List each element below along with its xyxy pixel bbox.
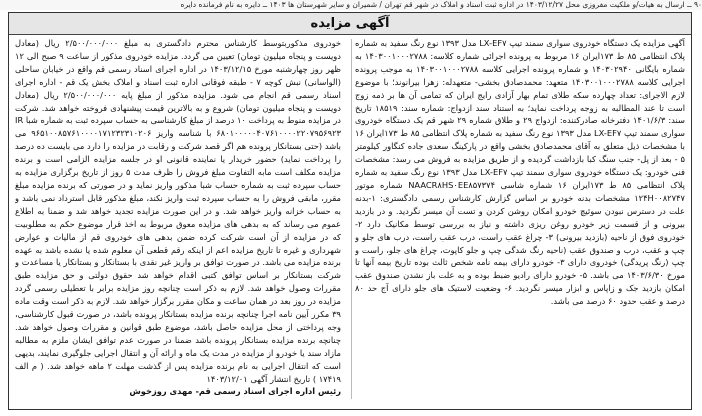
notice-title: آگهی مزایده: [9, 13, 691, 35]
notice-column-left: [15, 37, 341, 403]
auction-notice-box: [8, 12, 692, 410]
column-divider: [351, 39, 352, 399]
vehicle-description-text: آگهی مزایده یک دستگاه خودروی سواری سمند تیپ LX-EF۷ مدل ۱۳۹۳ نوع رنگ سفید به شماره پلاک انتظامی ۸۵ ط ۱۷۳ایران ۱۶ مربوط به پرونده اجرائی شماره کلاسه: ۱۴۰۳۰۰۱۰۰۰۲۷۸۸ به شماره بایگانی ۱۴۰۳۰۲۹۴۰ و شماره پرونده اجرایی کلاسه ۱۴۰۳۰۰۱۰۰۰۲۷۸۸ به موجب پرونده اجرایی کلاسه ۱۴۰۳۰۰۱۰۰۰۲۷۸۸ متعهد: محمدصادق بخشی- متعهدله: زهرا بیرانوند؛ با موضوع لازم الاجرای: تعداد چهارده سکه طلای تمام بهار آزادی رایج ایران که تمامی آن ها بر ذمه زوج است تا عند المطالبه به زوجه پرداخت نماید؛ به استناد سند ازدواج: شماره سند: ۱۸۵۱۹ تاریخ سند: ۱۴۰۱/۶/۳ دفترخانه صادرکننده: ازدواج ۲۹ و طلاق شماره ۲۹ شهر قم یک دستگاه خودروی سواری سمند تیپ LX-EF۷ مدل ۱۳۹۳ نوع رنگ سفید به شماره پلاک انتظامی ۸۵ ط ۱۷۳ایران ۱۶ با مشخصات ذیل متعلق به آقای محمدصادق بخشی واقع در پارکینگ سعدی جاده کنگاور کیلومتر ۵ - بعد از پل- جنب سنگ کبا بازداشت گردیده و از طریق مزایده به فروش می رسد: مشخصات فنی خودرو: یک دستگاه خودروی سواری سمند تیپ LX-EF۷ مدل ۱۳۹۳ نوع رنگ سفید به شماره پلاک انتظامی ۸۵ ط ۱۷۳ایران ۱۶ شماره شاسی NAACR۸HS۰EE۸۵۷۳۷۴ شماره موتور ۱۲۴H۰۰۸۲۷۴۷ مشخصات بدنه خودرو بر اساس گزارش کارشناس رسمی دادگستری: ۱-بدنه علت در دسترس نبودن سوئیچ خودرو امکان روشن کردن و تست آن میسر نگردید. و در بازدید بیرونی و از قسمت زیر خودرو روغن ریزی داشته و نیاز به بررسی توسط مکانیک دارد ۲- خودروی فوق از ناحیه (بازدید بیرونی) ۳- چراغ عقب راست، درب عقب راست، درب های جلو و چپ و عقب، درب و صندوق عقب (ناحیه رنگ شدگی چپ و جلو کاپوت، چراغ های جلو، راست و چپ (رنگ پریدگی) خودروی دارای ۳- خودرو دارای بیمه نامه شخص ثالث بوده تاریخ بیمه آنها تا مورخ ۱۴۰۳/۶/۳۰ می باشد. ۵- خودرو دارای رادیو ضبط بوده و به علت باز نشدن صندوق عقب امکان بازدید جک و زاپاس و ابزار میسر نگردید. ۶- وضعیت لاستیک های جلو دارای آج حد ۸۰ درصد و عقب حدود ۶۰ درصد می باشد.: [355, 38, 685, 307]
signature-line: رئیس اداره اجرای اسناد رسمی قم- مهدی روزخوش: [129, 386, 341, 397]
notice-column-right: [355, 37, 685, 403]
previous-notice-strip: ۹۰ ــ ارسال به هیات/و ملکیت مفروزی محل ۱۴۰۳/۱۲/۲۷ در اداره ثبت اسناد و املاک در شهر قم تهران / شمیران و سایر شهرستان ها ۱۴۰۳ ــ دایره به نام فرمانده دایره: [0, 0, 702, 10]
auction-terms-text: خودروی مذکوربتوسط کارشناس محترم دادگستری به مبلغ ۲/۵۰۰/۰۰۰/۰۰۰ ریال (معادل دویست و پنجاه میلیون تومان) تعیین می گردد. مزایده خودروی مذکور از ساعت ۹ صبح الی ۱۲ ظهر روز چهارشنبه مورخ ۱۴۰۳/۱۲/۱۵ در اداره اجرای اسناد رسمی قم واقع در خیابان ساحلی (الواسانی) نبش کوچه ۷ - طبقه فوقانی اداره ثبت اسناد و املاک بخش یک قم - اداره اجرای اسناد رسمی قم انجام می شود. مزایده مذکور از مبلغ پایه ۲/۵۰۰/۰۰۰/۰۰۰ ریال (معادل دویست و پنجاه میلیون تومان) شروع و به بالاترین قیمت پیشنهادی فروخته خواهد شد. شرکت در مزایده منوط به پرداخت ۱۰ درصد از مبلغ کارشناسی به حساب سپرده ثبت به شماره شبا IR ۶۸۰۱۰۰۰۰۰۴۰۷۶۱۰۰۰۰۲۲۰۷۹۵۶۹۲۳ با شناسه واریز ۹۶۵۱۰۰۸۵۷۶۱۰۰۰۰۱۷۱۲۳۲۳۱۰۲۰۶ می باشد (حتی بستانکار پرونده هم اگر قصد شرکت و رقابت در مزایده را دارد می بایست ده درصد را پرداخت نماید) حضور خریدار یا نماینده قانونی او در جلسه مزایده الزامی است و برنده مزایده مکلف است مابه التفاوت مبلغ فروش را ظرف مدت ۵ روز از تاریخ برگزاری مزایده به حساب سپرده ثبت به شماره حساب شبا مذکور واریز نماید و در صورتی که برنده مزایده مبلغ مقرر، مابقی فروش را به حساب سپرده ثبت واریز نکند، مبلغ مذکور قابل استرداد نمی باشد و به حساب خزانه واریز خواهد شد. و در این صورت مزایده تجدید خواهد شد و ضمنا به اطلاع عموم می رساند که به بدهی های مزایده معوق مربوط به اخذ قرار موضوع حکم به مطلوبیت که در مزایده از آن است شرکت کرده ضمن بدهی های خودروی قم از مالیات و عوارض شهرداری و غیره تا تاریخ مزایده اعم از اینکه رقم قطعی آن معلوم شده یا نشده باشد به عهده برنده مزایده می باشد. در صورت توافق بر واریز غیر نقدی با بستانکار و بستانکار یا مساعدت و شرکت بستانکار بر اساس توافق کتبی اقدام خواهد شد حقوق دولتی و حق مزایده طبق مقررات وصول خواهد شد. لازم به ذکر است چنانچه روز مزایده برابر با تعطیلی رسمی گردد مزایده در روز بعد در همان ساعت و مکان مقرر برگزار خواهد شد. لازم به ذکر است وقت ماده ۳۹ مکرر آیین نامه اجرا چنانچه برنده مزایده بستانکار پرونده باشد، در صورت قبول کارشناسی، وجه پرداختی از محل مزایده حاصل باشد، موضوع طبق قوانین و مقررات وصول خواهد شد. چنانچه برنده مزایده بستانکار پرونده باشد ضمنا در صورت عدم توافق ایشان ملزم به مطالبه مازاد سند یا خودرو از مزایده در مدت یک ماه و ارائه آن و انتقال اجرایی جلوگیری نمایند، بدیهی است که انتقال اجرایی به نام برنده مزایده پس از گذشت مهلت ۲ ماهه خواهد شد. ( م الف ۱۷۴۱۹ ) تاریخ انتشار آگهی ۱۴۰۳/۱۲/۰۱: [15, 38, 341, 384]
